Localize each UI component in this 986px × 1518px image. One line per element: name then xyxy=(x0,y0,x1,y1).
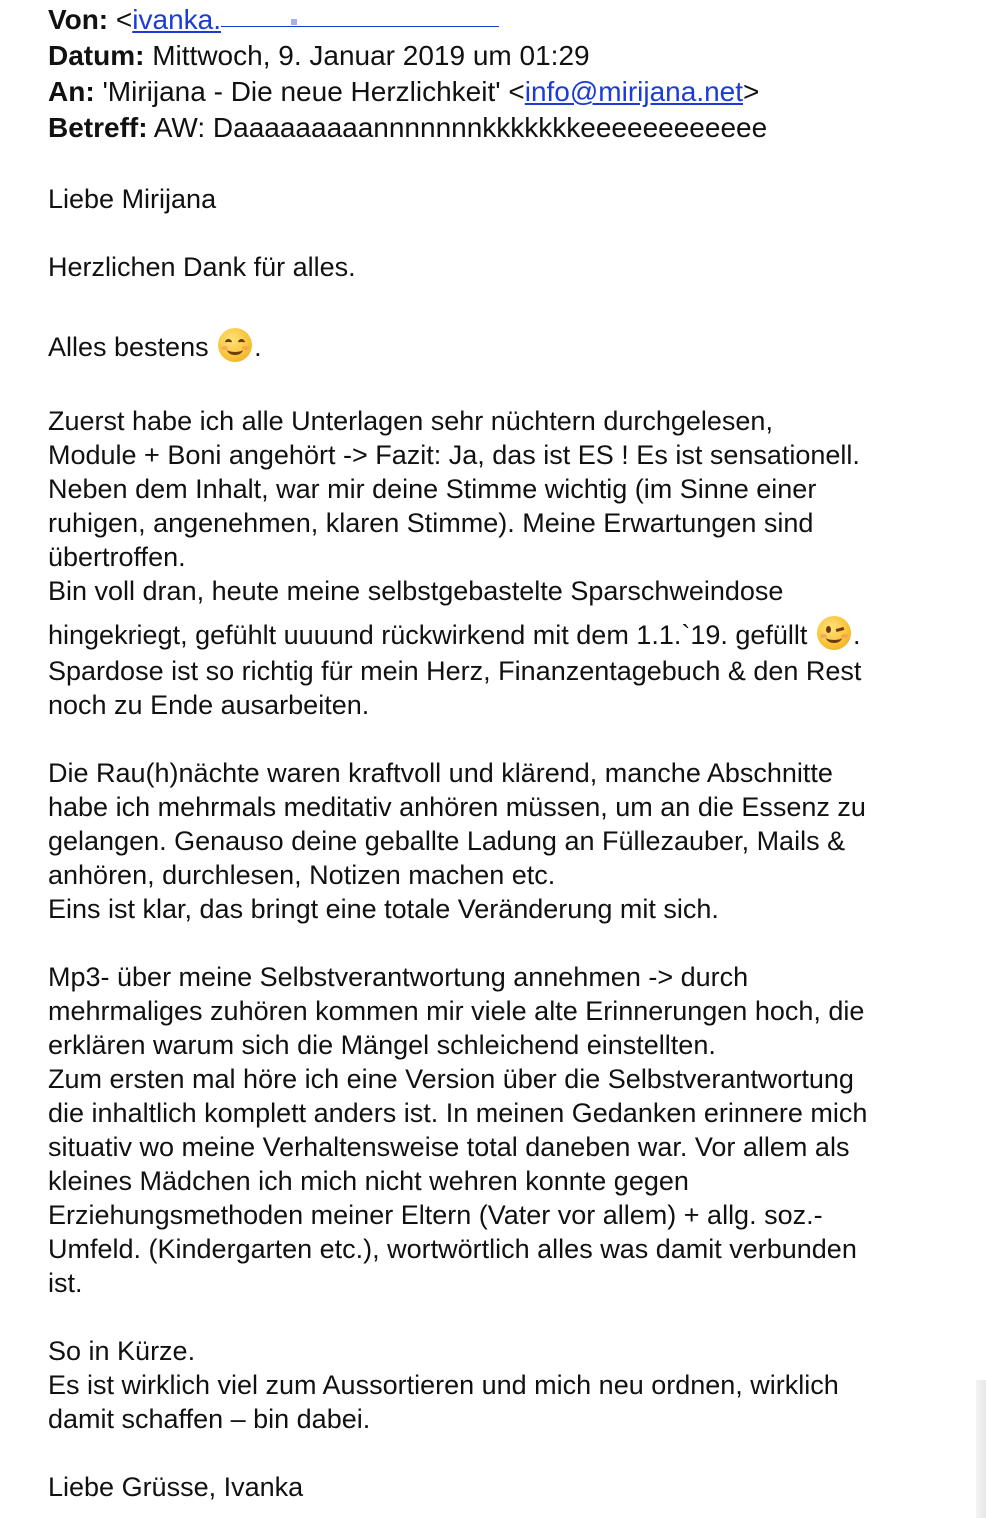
text-line: Es ist wirklich viel zum Aussortieren und mich neu ordnen, wirklich xyxy=(48,1370,839,1400)
text-line: damit schaffen – bin dabei. xyxy=(48,1404,371,1434)
text-line: gelangen. Genauso deine geballte Ladung an Füllezauber, Mails & xyxy=(48,826,846,856)
text-line: noch zu Ende ausarbeiten. xyxy=(48,690,370,720)
paragraph-3 xyxy=(48,960,968,1300)
to-email-link[interactable]: info@mirijana.net xyxy=(524,76,744,107)
text-line: die inhaltlich komplett anders ist. In meinen Gedanken erinnere mich xyxy=(48,1098,868,1128)
email-view xyxy=(48,0,968,1504)
date-value: Mittwoch, 9. Januar 2019 um 01:29 xyxy=(152,40,590,71)
winking-face-icon xyxy=(817,616,851,650)
to-suffix: > xyxy=(743,76,760,107)
scrollbar[interactable] xyxy=(976,1380,986,1518)
to-label: An: xyxy=(48,76,95,107)
from-prefix: < xyxy=(115,4,133,35)
paragraph-1 xyxy=(48,404,968,722)
greeting: Liebe Mirijana xyxy=(48,184,217,214)
thanks-line: Herzlichen Dank für alles. xyxy=(48,252,356,282)
best-text: Alles bestens xyxy=(48,332,209,362)
best-line xyxy=(48,328,968,364)
email-header xyxy=(48,2,968,146)
text-line: Zuerst habe ich alle Unterlagen sehr nüchtern durchgelesen, xyxy=(48,406,773,436)
text-line: Mp3- über meine Selbstverantwortung annehmen -> durch xyxy=(48,962,749,992)
smiling-face-icon xyxy=(218,328,252,362)
text-line xyxy=(48,616,968,652)
text-line: Module + Boni angehört -> Fazit: Ja, das ist ES ! Es ist sensationell. xyxy=(48,440,860,470)
text-line: anhören, durchlesen, Notizen machen etc. xyxy=(48,860,556,890)
to-row xyxy=(48,74,968,110)
from-email-link[interactable]: ivanka. xyxy=(132,4,221,35)
text-line: Umfeld. (Kindergarten etc.), wortwörtlich alles was damit verbunden xyxy=(48,1234,857,1264)
date-label: Datum: xyxy=(48,40,145,71)
paragraph-4 xyxy=(48,1334,968,1436)
wink-line-end: . xyxy=(852,620,861,650)
text-line: ist. xyxy=(48,1268,83,1298)
text-line: Spardose ist so richtig für mein Herz, Finanzentagebuch & den Rest xyxy=(48,656,862,686)
from-label: Von: xyxy=(48,4,109,35)
wink-line-text: hingekriegt, gefühlt uuuund rückwirkend mit dem 1.1.`19. gefüllt xyxy=(48,620,808,650)
subject-label: Betreff: xyxy=(48,112,148,143)
text-line: Bin voll dran, heute meine selbstgebastelte Sparschweindose xyxy=(48,576,784,606)
paragraph-2 xyxy=(48,756,968,926)
text-line: habe ich mehrmals meditativ anhören müssen, um an die Essenz zu xyxy=(48,792,866,822)
text-line: ruhigen, angenehmen, klaren Stimme). Meine Erwartungen sind xyxy=(48,508,814,538)
redacted-address xyxy=(221,25,499,27)
from-row xyxy=(48,2,968,38)
text-line: Erziehungsmethoden meiner Eltern (Vater vor allem) + allg. soz.- xyxy=(48,1200,823,1230)
text-line: kleines Mädchen ich mich nicht wehren konnte gegen xyxy=(48,1166,689,1196)
to-name: 'Mirijana - Die neue Herzlichkeit' < xyxy=(102,76,525,107)
email-body xyxy=(48,182,968,1504)
text-line: übertroffen. xyxy=(48,542,186,572)
date-row xyxy=(48,38,968,74)
text-line: Die Rau(h)nächte waren kraftvoll und klärend, manche Abschnitte xyxy=(48,758,833,788)
subject-value: AW: Daaaaaaaaannnnnnnkkkkkkkeeeeeeeeeeee xyxy=(153,112,768,143)
text-line: So in Kürze. xyxy=(48,1336,196,1366)
subject-row xyxy=(48,110,968,146)
best-end: . xyxy=(254,332,262,362)
text-line: Neben dem Inhalt, war mir deine Stimme wichtig (im Sinne einer xyxy=(48,474,817,504)
text-line: Zum ersten mal höre ich eine Version über die Selbstverantwortung xyxy=(48,1064,854,1094)
closing-signature: Liebe Grüsse, Ivanka xyxy=(48,1472,304,1502)
text-line: situativ wo meine Verhaltensweise total daneben war. Vor allem als xyxy=(48,1132,850,1162)
text-line: mehrmaliges zuhören kommen mir viele alte Erinnerungen hoch, die xyxy=(48,996,865,1026)
text-line: Eins ist klar, das bringt eine totale Veränderung mit sich. xyxy=(48,894,719,924)
text-line: erklären warum sich die Mängel schleichend einstellten. xyxy=(48,1030,716,1060)
